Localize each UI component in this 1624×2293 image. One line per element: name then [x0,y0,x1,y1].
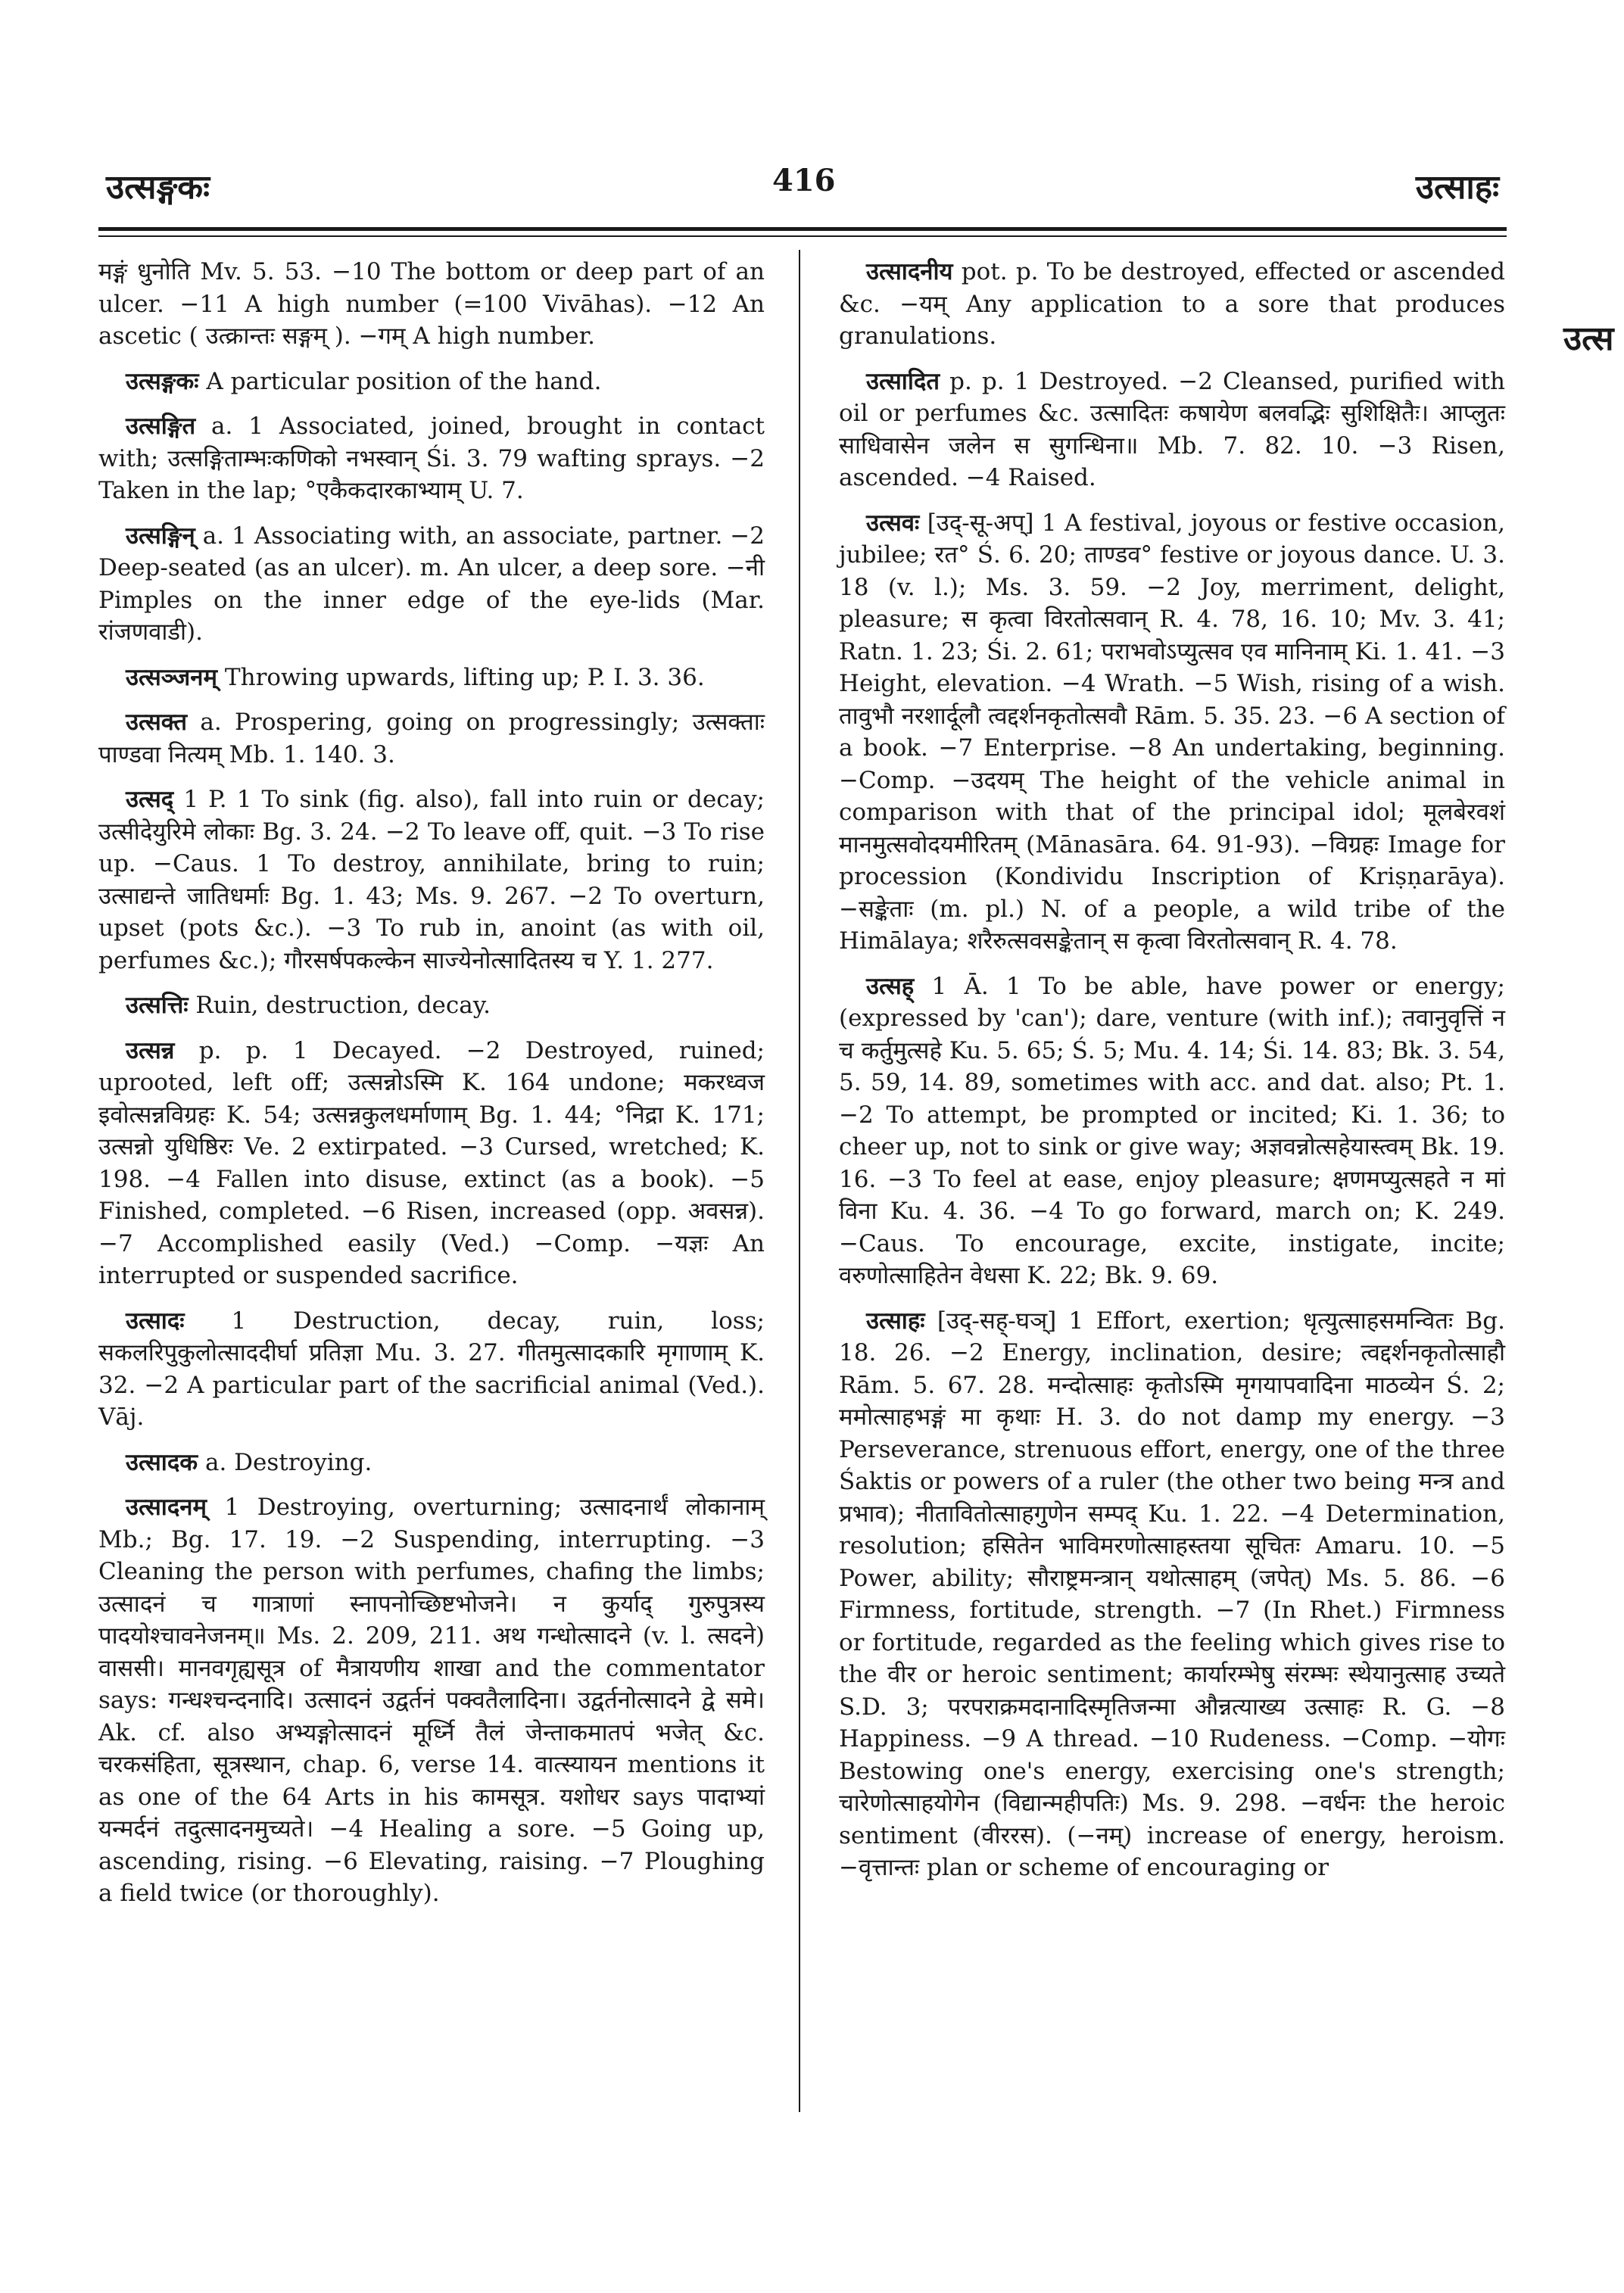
entry-headword: उत्सादक [126,1448,198,1476]
entry-text: a. Prospering, going on progressingly; उत्सक्ताः पाण्डवा नित्यम् Mb. 1. 140. 3. [98,709,765,768]
left-column [98,256,765,1923]
dictionary-entry [98,366,765,398]
entry-text: Throwing upwards, lifting up; P. I. 3. 36. [224,663,705,691]
entry-headword: उत्सादनीय [866,258,953,285]
dictionary-entry [839,970,1505,1292]
thumb-index-tab: उत्स [1563,319,1614,358]
dictionary-entry [98,1305,765,1434]
entry-text: a. 1 Associated, joined, brought in contact with; उत्सङ्गिताम्भःकणिको नभस्वान् Śi. 3. 79 wafting sprays. −2 Taken in the lap; °एकैकदारकाभ्याम् U. 7. [98,413,765,504]
entry-headword: उत्सद् [126,786,174,813]
entry-headword: उत्सादित [866,367,940,395]
dictionary-entry [839,1305,1505,1884]
dictionary-entry [839,507,1505,958]
entry-headword: उत्सादनम् [126,1494,207,1521]
entry-headword: उत्सत्तिः [126,992,189,1019]
entry-text: p. p. 1 Decayed. −2 Destroyed, ruined; uprooted, left off; उत्सन्नोऽस्मि K. 164 undone; मकरध्वज इवोत्सन्नविग्रहः K. 54; उत्सन्नकुलधर्माणाम् Bg. 1. 44; °निद्रा K. 171; उत्सन्नो युधिष्ठिरः Ve. 2 extirpated. −3 Cursed, wretched; K. 198. −4 Fallen into disuse, extinct (as a book). −5 Finished, completed. −6 Risen, increased (opp. अवसन्न). −7 Accomplished easily (Ved.) −Comp. −यज्ञः An interrupted or suspended sacrifice. [98,1036,765,1289]
page-header [98,163,1507,216]
entry-headword: उत्सवः [866,509,920,537]
dictionary-entry [98,256,765,353]
entry-headword: उत्सादः [126,1307,185,1335]
entry-text: [उद्-सू-अप्] 1 A festival, joyous or festive occasion, jubilee; रत° Ś. 6. 20; ताण्डव° festive or joyous dance. U. 3. 18 (v. l.); Ms. 3. 59. −2 Joy, merriment, delight, pleasure; स कृत्वा विरतोत्सवान् R. 4. 78, 16. 10; Mv. 3. 41; Ratn. 1. 23; Śi. 2. 61; पराभवोऽप्युत्सव एव मानिनाम् Ki. 1. 41. −3 Height, elevation. −4 Wrath. −5 Wish, rising of a wish. तावुभौ नरशार्दूलौ त्वद्दर्शनकृतोत्सवौ Rām. 5. 35. 23. −6 A section of a book. −7 Enterprise. −8 An undertaking, beginning. −Comp. −उदयम् The height of the vehicle animal in comparison with that of the principal idol; मूलबेरवशं मानमुत्सवोदयमीरितम् (Mānasāra. 64. 91-93). −विग्रहः Image for procession (Kondividu Inscription of Kriṣṇarāya). −सङ्केताः (m. pl.) N. of a people, a wild tribe of the Himālaya; शरैरुत्सवसङ्केतान् स कृत्वा विरतोत्सवान् R. 4. 78. [839,509,1505,955]
dictionary-entry [98,1035,765,1292]
entry-text: मङ्गं धुनोति Mv. 5. 53. −10 The bottom or deep part of an ulcer. −11 A high number (=100 Vivāhas). −12 An ascetic ( उत्क्रान्तः सङ्गम् ). −गम् A high number. [98,258,765,350]
dictionary-entry [98,1447,765,1479]
entry-text: a. 1 Associating with, an associate, partner. −2 Deep-seated (as an ulcer). m. An ulcer, a deep sore. −नी Pimples on the inner edge of the eye-lids (Mar. रांजणवाडी). [98,522,765,646]
entry-headword: उत्सञ्जनम् [126,663,218,691]
header-left-guide-word: उत्सङ्गकः [106,168,210,207]
dictionary-entry [98,706,765,771]
entry-headword: उत्सङ्गिन् [126,522,195,550]
entry-headword: उत्सह् [866,972,915,1000]
entry-text: 1 P. 1 To sink (fig. also), fall into ruin or decay; उत्सीदेयुरिमे लोकाः Bg. 3. 24. −2 To leave off, quit. −3 To rise up. −Caus. 1 To destroy, annihilate, bring to ruin; उत्साद्यन्ते जातिधर्माः Bg. 1. 43; Ms. 9. 267. −2 To overturn, upset (pots &c.). −3 To rub in, anoint (as with oil, perfumes &c.); गौरसर्षपकल्केन साज्येनोत्सादितस्य च Y. 1. 277. [98,786,765,974]
entry-text: [उद्-सह्-घञ्] 1 Effort, exertion; धृत्युत्साहसमन्वितः Bg. 18. 26. −2 Energy, inclination, desire; त्वद्दर्शनकृतोत्साहौ Rām. 5. 67. 28. मन्दोत्साहः कृतोऽस्मि मृगयापवादिना माठव्येन Ś. 2; ममोत्साहभङ्गं मा कृथाः H. 3. do not damp my energy. −3 Perseverance, strenuous effort, energy, one of the three Śaktis or powers of a ruler (the other two being मन्त्र and प्रभाव); नीतावितोत्साहगुणेन सम्पद् Ku. 1. 22. −4 Determination, resolution; हसितेन भाविमरणोत्साहस्तया सूचितः Amaru. 10. −5 Power, ability; सौराष्ट्रमन्त्रान् यथोत्साहम् (जपेत्) Ms. 5. 86. −6 Firmness, fortitude, strength. −7 (In Rhet.) Firmness or fortitude, regarded as the feeling which gives rise to the वीर or heroic sentiment; कार्यारम्भेषु संरम्भः स्थेयानुत्साह उच्यते S.D. 3; परपराक्रमदानादिस्मृतिजन्मा औन्नत्याख्य उत्साहः R. G. −8 Happiness. −9 A thread. −10 Rudeness. −Comp. −योगः Bestowing one's energy, exercising one's strength; चारेणोत्साहयोगेन (विद्यान्महीपतिः) Ms. 9. 298. −वर्धनः the heroic sentiment (वीररस). (−नम्) increase of energy, heroism. −वृत्तान्तः plan or scheme of encouraging or [839,1307,1505,1881]
entry-text: pot. p. To be destroyed, effected or ascended &c. −यम् Any application to a sore that produces granulations. [839,258,1505,350]
entry-text: Ruin, destruction, decay. [195,992,491,1019]
entry-headword: उत्सक्त [126,709,188,736]
entry-text: A particular position of the hand. [206,367,602,395]
dictionary-entry [98,410,765,507]
entry-text: a. Destroying. [204,1448,372,1476]
dictionary-entry [98,520,765,649]
dictionary-entry [98,1491,765,1910]
column-divider [799,250,800,2112]
dictionary-entry [98,662,765,694]
entry-text: 1 Destruction, decay, ruin, loss; सकलरिपुकुलोत्साददीर्घा प्रतिज्ञा Mu. 3. 27. गीतमुत्सादकारि मृगाणाम् K. 32. −2 A particular part of the sacrificial animal (Ved.). Vāj. [98,1307,765,1431]
entry-headword: उत्साहः [866,1307,925,1335]
dictionary-entry [839,366,1505,494]
right-column [839,256,1505,1897]
dictionary-entry [839,256,1505,353]
dictionary-entry [98,989,765,1022]
entry-headword: उत्सङ्गित [126,413,196,440]
header-rule-thin [98,235,1507,237]
page-number: 416 [772,163,836,198]
entry-text: 1 Destroying, overturning; उत्सादनार्थं लोकानाम् Mb.; Bg. 17. 19. −2 Suspending, interrupting. −3 Cleaning the person with perfumes, chafing the limbs; उत्सादनं च गात्राणां स्नापनोच्छिष्टभोजने। न कुर्याद् गुरुपुत्रस्य पादयोश्चावनेजनम्॥ Ms. 2. 209, 211. अथ गन्धोत्सादने (v. l. त्सदने) वाससी। मानवगृह्यसूत्र of मैत्रायणीय शाखा and the commentator says: गन्धश्चन्दनादि। उत्सादनं उद्वर्तनं पक्वतैलादिना। उद्वर्तनोत्सादने द्वे समे। Ak. cf. also अभ्यङ्गोत्सादनं मूर्ध्नि तैलं जेन्ताकमातपं भजेत् &c. चरकसंहिता, सूत्रस्थान, chap. 6, verse 14. वात्स्यायन mentions it as one of the 64 Arts in his कामसूत्र. यशोधर says पादाभ्यां यन्मर्दनं तदुत्सादनमुच्यते। −4 Healing a sore. −5 Going up, ascending, rising. −6 Elevating, raising. −7 Ploughing a field twice (or thoroughly). [98,1494,765,1907]
entry-text: 1 Ā. 1 To be able, have power or energy; (expressed by 'can'); dare, venture (with inf.); तवानुवृत्तिं न च कर्तुमुत्सहे Ku. 5. 65; Ś. 5; Mu. 4. 14; Śi. 14. 83; Bk. 3. 54, 5. 59, 14. 89, sometimes with acc. and dat. also; Pt. 1. −2 To attempt, be prompted or incited; Ki. 1. 36; to cheer up, not to sink or give way; अज्ञवन्नोत्सहेयास्त्वम् Bk. 19. 16. −3 To feel at ease, enjoy pleasure; क्षणमप्युत्सहते न मां विना Ku. 4. 36. −4 To go forward, march on; K. 249. −Caus. To encourage, excite, instigate, incite; वरुणोत्साहितेन वेधसा K. 22; Bk. 9. 69. [839,972,1505,1289]
entry-headword: उत्सङ्गकः [126,367,199,395]
dictionary-entry [98,784,765,977]
entry-headword: उत्सन्न [126,1036,175,1064]
header-rule-thick [98,227,1507,231]
header-right-guide-word: उत्साहः [1415,168,1499,207]
entry-text: p. p. 1 Destroyed. −2 Cleansed, purified with oil or perfumes &c. उत्सादितः कषायेण बलवद्भिः सुशिक्षितैः। आप्लुतः साधिवासेन जलेन स सुगन्धिना॥ Mb. 7. 82. 10. −3 Risen, ascended. −4 Raised. [839,367,1506,491]
